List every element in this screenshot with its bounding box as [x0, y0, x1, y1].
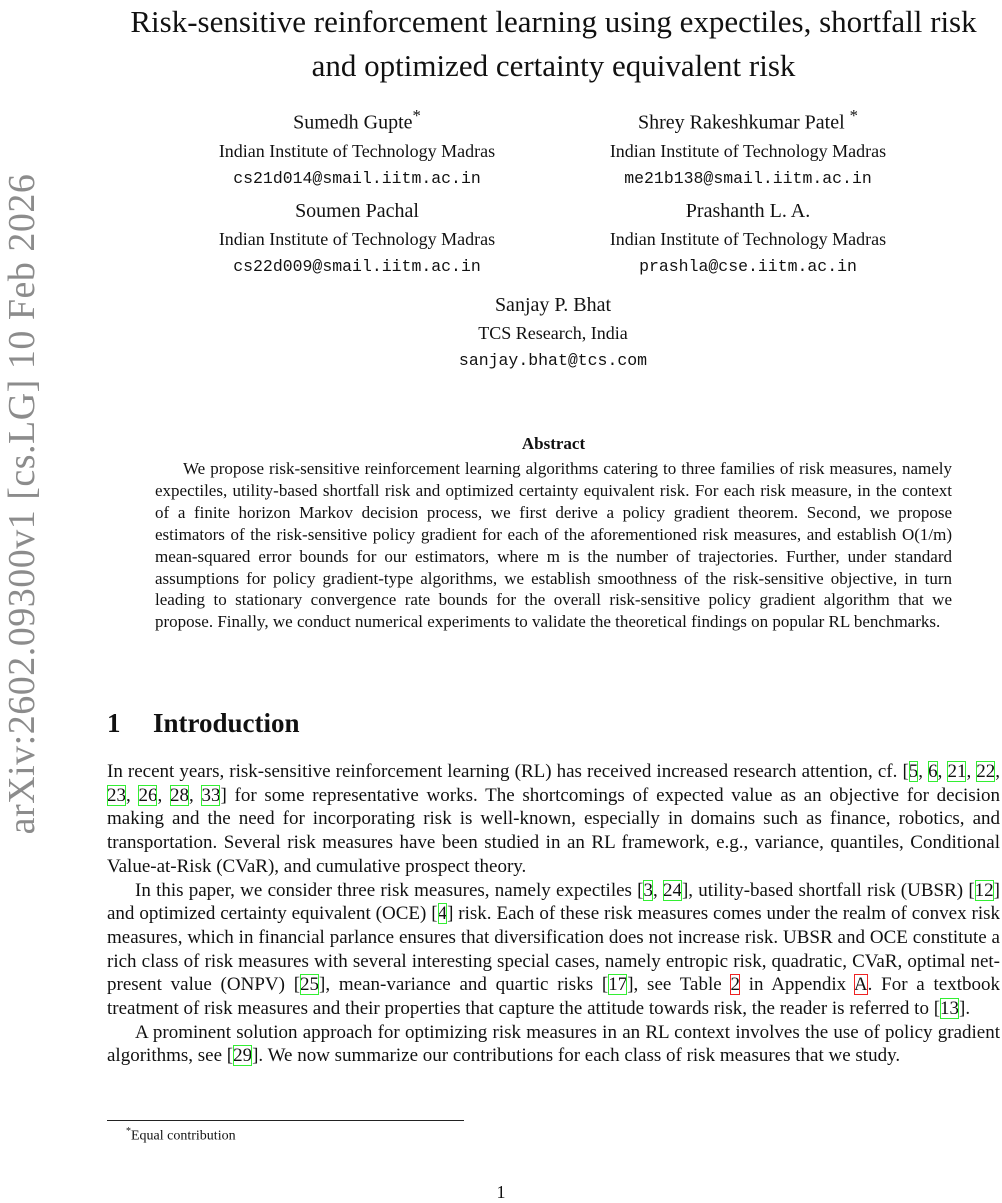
title-line-2: and optimized certainty equivalent risk — [311, 48, 796, 83]
author-name: Sumedh Gupte — [293, 111, 413, 134]
abstract-heading: Abstract — [521, 434, 586, 453]
author-block — [538, 197, 958, 281]
section-heading — [107, 708, 300, 739]
citation-link[interactable]: 17 — [608, 974, 628, 996]
text-span: ], utility-based shortfall risk (UBSR) [ — [681, 879, 975, 901]
author-block — [147, 102, 567, 193]
citation-link[interactable]: 22 — [976, 761, 996, 782]
citation-link[interactable]: 28 — [169, 784, 189, 806]
text-span: , — [918, 761, 929, 782]
text-span: , — [126, 784, 139, 806]
text-span: ], mean-variance and quartic risks [ — [319, 974, 609, 996]
author-mark: * — [412, 106, 421, 125]
author-block — [147, 197, 567, 281]
text-span: , — [188, 784, 202, 806]
arxiv-identifier-stamp: arXiv:2602.09300v1 [cs.LG] 10 Feb 2026 — [1, 173, 43, 835]
abstract-text: We propose risk-sensitive reinforcement learning algorithms catering to three families of risk measures, namely expectiles, utility-based shortfall risk and optimized certainty equivalent risk. For each risk measure, in the context of a finite horizon Markov decision process, we first derive a policy gradient theorem. Second, we propose estimators of the risk-sensitive policy gradient for each of the aforementioned risk measures, and establish O(1/m) mean-squared error bounds for our estimators, where m is the number of trajectories. Further, under standard assumptions for policy gradient-type algorithms, we establish smoothness of the risk-sensitive objective, in turn leading to stationary convergence rate bounds for the overall risk-sensitive policy gradient algorithm that we propose. Finally, we conduct numerical experiments to validate the theoretical findings on popular RL benchmarks. — [155, 459, 952, 632]
text-span: . For a textbook treatment of risk measures and their properties that capture the attitude towards risk, the reader is referred to [ — [107, 974, 1000, 1020]
citation-link[interactable]: 25 — [300, 974, 320, 996]
text-span: , — [995, 761, 1001, 782]
title-line-1: Risk-sensitive reinforcement learning using expectiles, shortfall risk — [130, 4, 977, 39]
paragraph — [107, 1021, 1000, 1068]
author-name: Soumen Pachal — [295, 200, 419, 222]
footnote-text: Equal contribution — [131, 1128, 236, 1144]
page-number: 1 — [496, 1182, 506, 1202]
text-span: in Appendix — [739, 974, 854, 996]
text-span: ] and optimized certainty equivalent (OCE) [ — [107, 879, 1000, 925]
citation-link[interactable]: 26 — [138, 784, 158, 806]
author-name: Prashanth L. A. — [685, 200, 811, 222]
citation-link[interactable]: 6 — [928, 761, 938, 782]
citation-link[interactable]: 12 — [974, 879, 994, 901]
author-affiliation: TCS Research, India — [478, 323, 628, 343]
citation-link[interactable]: 13 — [940, 998, 960, 1020]
footnote-rule — [107, 1120, 464, 1121]
author-email[interactable]: prashla@cse.iitm.ac.in — [639, 257, 857, 276]
cross-reference-link[interactable]: 2 — [730, 974, 740, 996]
author-email[interactable]: me21b138@smail.iitm.ac.in — [624, 168, 872, 188]
author-email[interactable]: cs21d014@smail.iitm.ac.in — [233, 168, 481, 188]
text-span: , — [652, 879, 663, 901]
text-span: ], see Table — [627, 974, 731, 996]
text-span: , — [937, 761, 948, 782]
author-affiliation: Indian Institute of Technology Madras — [609, 140, 887, 161]
section-title: Introduction — [153, 708, 300, 738]
citation-link[interactable]: 24 — [662, 879, 682, 901]
author-affiliation: Indian Institute of Technology Madras — [609, 229, 887, 249]
author-email[interactable]: sanjay.bhat@tcs.com — [458, 351, 648, 370]
paragraph — [107, 879, 1000, 1021]
author-mark: * — [849, 106, 858, 125]
author-affiliation: Indian Institute of Technology Madras — [218, 229, 496, 249]
author-affiliation: Indian Institute of Technology Madras — [218, 140, 496, 161]
text-span: A prominent solution approach for optimizing risk measures in an RL context involves the use of policy gradient algorithms, see [ — [107, 1021, 1000, 1067]
paper-title — [107, 0, 1000, 88]
paragraph — [107, 760, 1000, 879]
author-email[interactable]: cs22d009@smail.iitm.ac.in — [233, 257, 481, 276]
cross-reference-link[interactable]: A — [853, 974, 868, 996]
citation-link[interactable]: 33 — [201, 784, 221, 806]
text-span: , — [966, 761, 977, 782]
introduction-body — [107, 760, 1000, 1068]
text-span: In this paper, we consider three risk measures, namely expectiles [ — [135, 879, 644, 901]
text-span: In recent years, risk-sensitive reinforcement learning (RL) has received increased research attention, cf. [ — [107, 761, 909, 782]
section-number: 1 — [107, 708, 121, 738]
text-span: , — [157, 784, 170, 806]
author-name: Shrey Rakeshkumar Patel — [638, 111, 850, 134]
text-span: ]. — [959, 998, 971, 1020]
text-span: ] risk. Each of these risk measures comes under the realm of convex risk measures, which in financial parlance ensures that diversification does not increase risk. UBSR and OCE constitute a rich class of risk measures with several interesting special cases, namely entropic risk, quadratic, CVaR, optimal net-present value (ONPV) [ — [107, 903, 1000, 996]
author-block — [343, 291, 763, 375]
author-block — [538, 102, 958, 193]
footnote-mark: * — [126, 1126, 131, 1137]
citation-link[interactable]: 23 — [107, 784, 126, 806]
citation-link[interactable]: 29 — [233, 1045, 253, 1067]
footnote — [126, 1126, 236, 1145]
author-name: Sanjay P. Bhat — [494, 294, 612, 316]
citation-link[interactable]: 5 — [908, 761, 919, 782]
text-span: ]. We now summarize our contributions for each class of risk measures that we study. — [252, 1045, 901, 1067]
citation-link[interactable]: 4 — [437, 903, 448, 925]
citation-link[interactable]: 3 — [643, 879, 653, 901]
text-span: ] for some representative works. The shortcomings of expected value as an objective for decision making and the need for incorporating risk is well-known, especially in domains such as finance, robotics, and transportation. Several risk measures have been studied in an RL framework, e.g., variance, quantiles, Conditional Value-at-Risk (CVaR), and cumulative prospect theory. — [107, 784, 1000, 877]
citation-link[interactable]: 21 — [947, 761, 967, 782]
